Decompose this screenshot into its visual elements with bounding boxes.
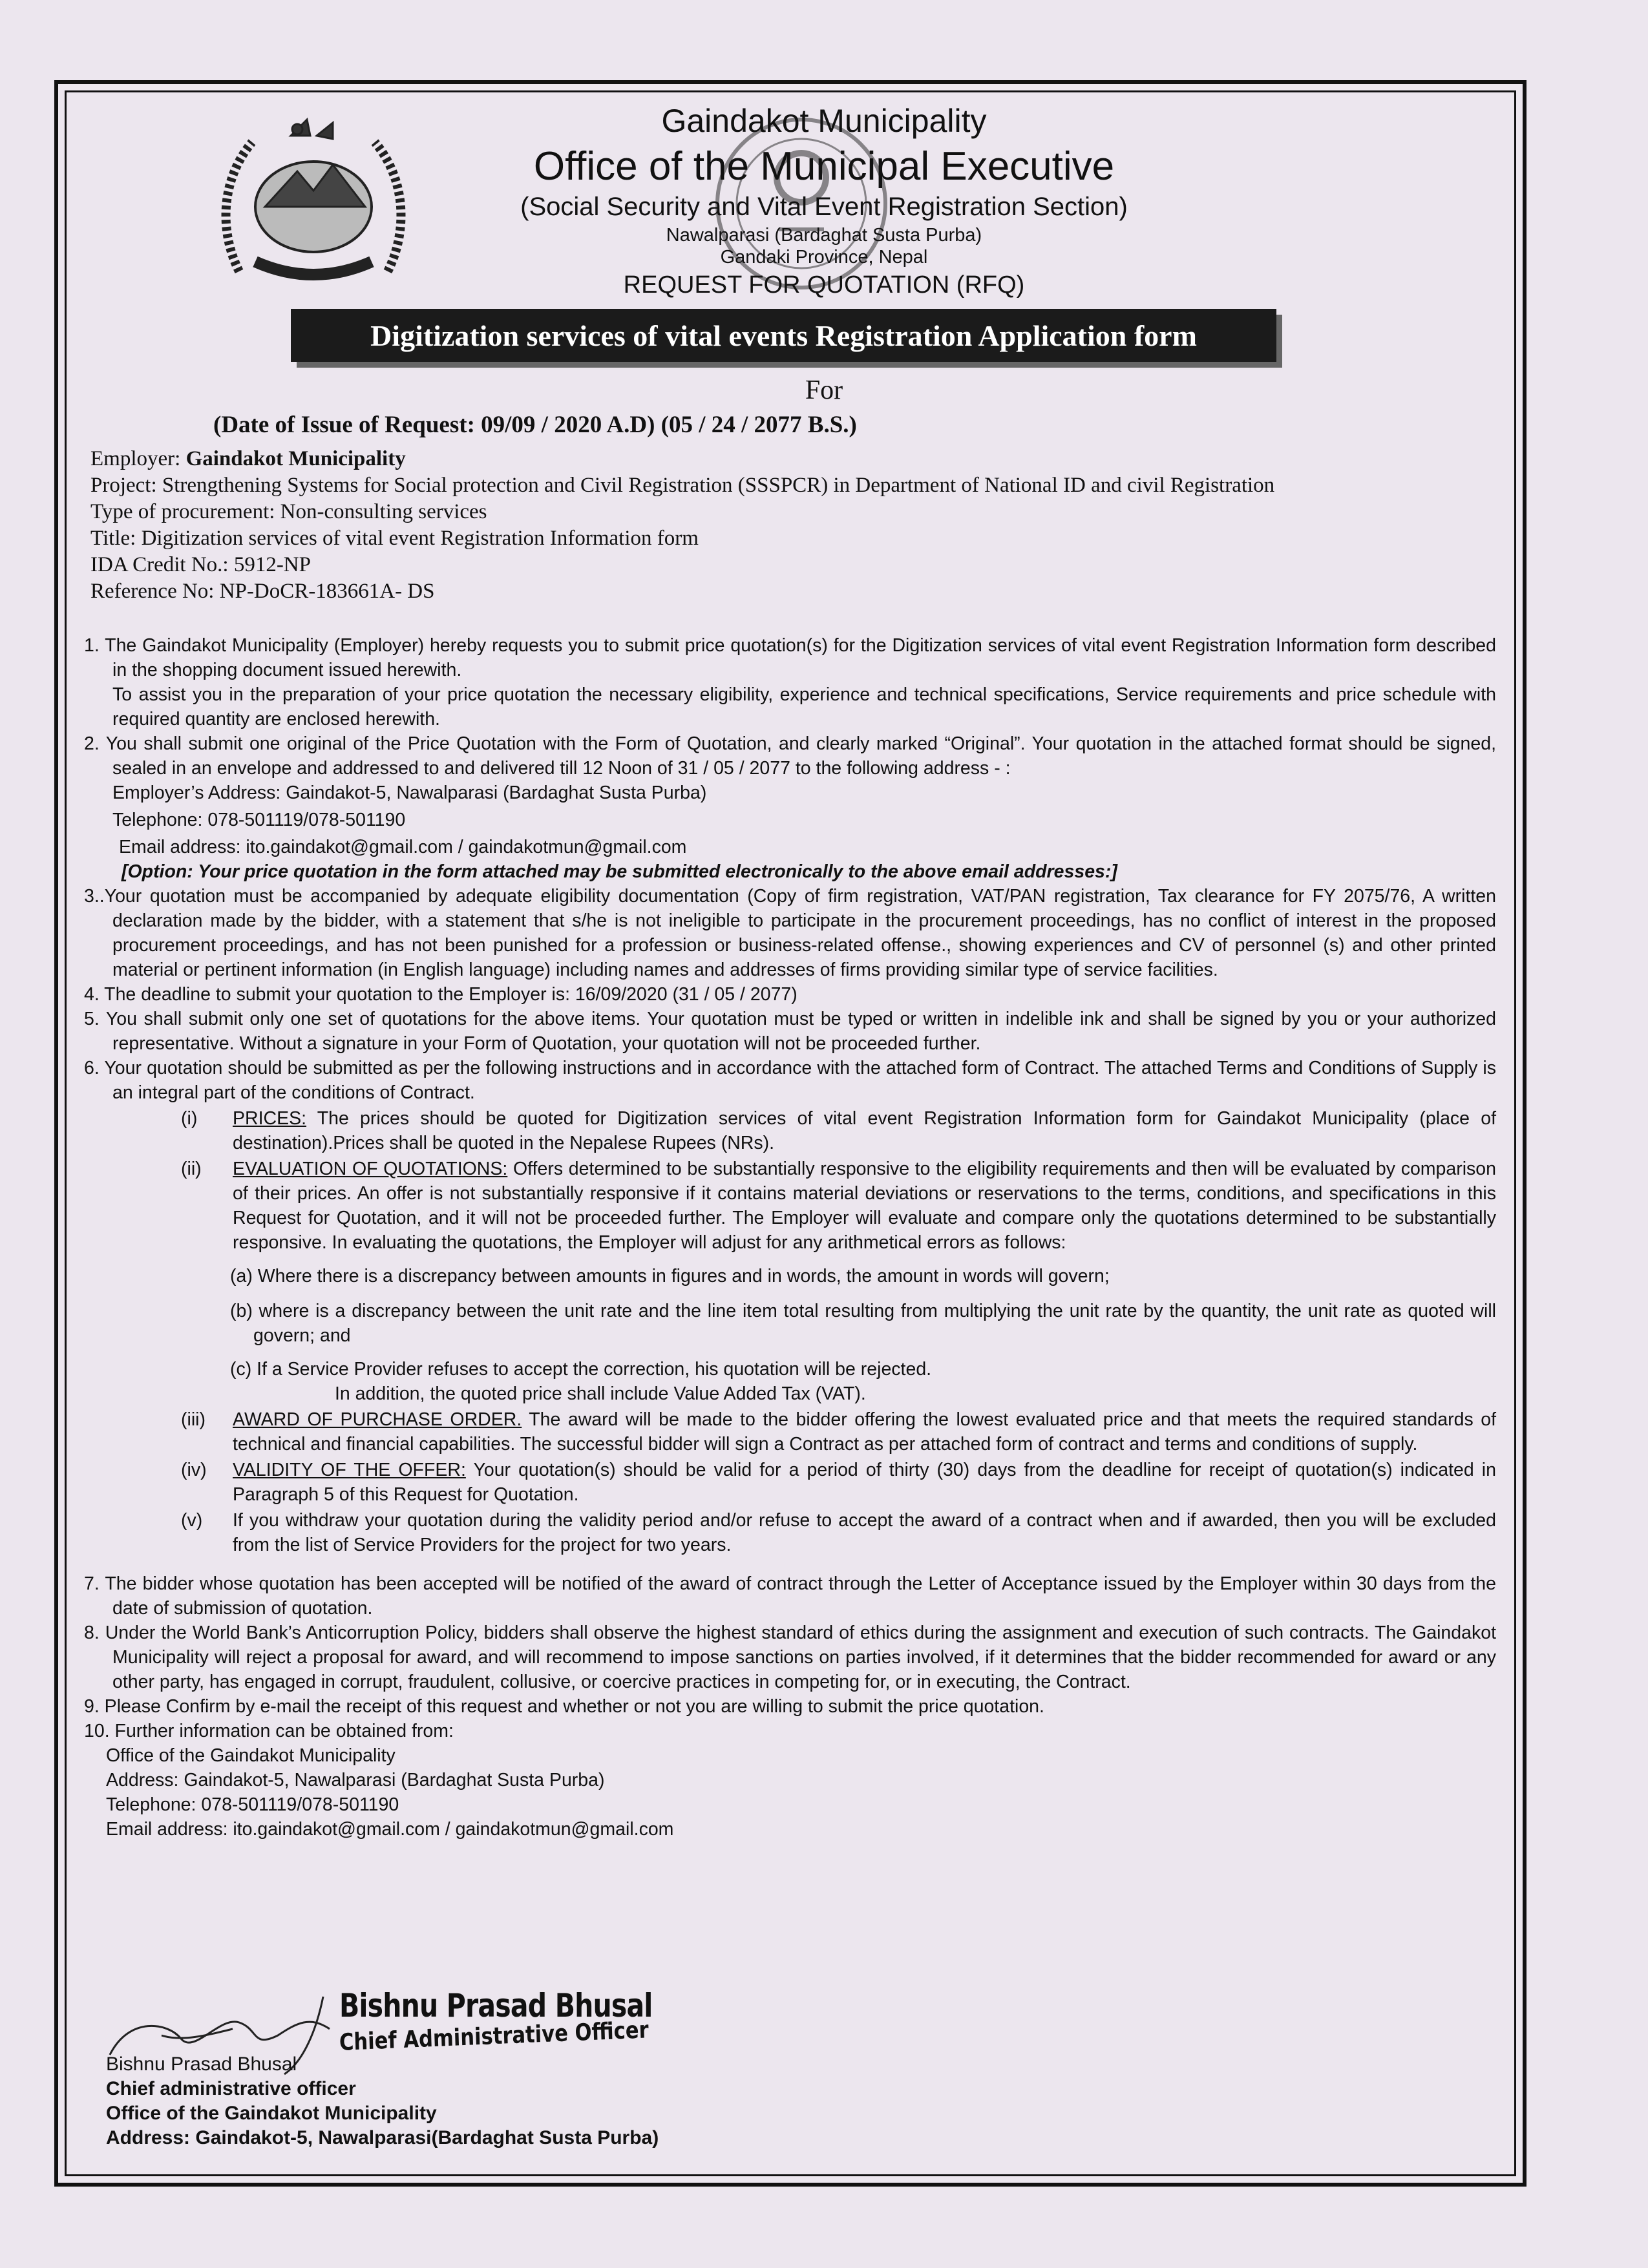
section-name: (Social Security and Vital Event Registration Section) [520, 193, 1128, 221]
evaluation-rule-b: (b) where is a discrepancy between the unit rate and the line item total resulting from multiplying the unit rate by the quantity, the unit rate as quoted will govern; and [230, 1301, 1496, 1346]
clause-text [233, 1106, 1496, 1155]
signatory-name: Bishnu Prasad Bhusal [106, 2053, 297, 2075]
ida-credit-line: IDA Credit No.: 5912-NP [90, 553, 311, 576]
header-address-2: Gandaki Province, Nepal [720, 247, 928, 268]
clause-prices [84, 1106, 1496, 1155]
evaluation-rule-c: (c) If a Service Provider refuses to accept the correction, his quotation will be rejected. [230, 1359, 932, 1380]
signatory-block [106, 2052, 659, 2150]
clause-award [84, 1407, 1496, 1456]
clause-text [233, 1458, 1496, 1507]
item-7: 7. The bidder whose quotation has been accepted will be notified of the award of contract through the Letter of Acceptance issued by the Employer within 30 days from the date of submission of quotation. [84, 1573, 1496, 1619]
contact-address: Address: Gaindakot-5, Nawalparasi (Bardaghat Susta Purba) [106, 1770, 605, 1790]
clause-validity [84, 1458, 1496, 1507]
clause-number: (iv) [181, 1460, 207, 1480]
signatory-title: Chief administrative officer [106, 2078, 356, 2099]
electronic-submission-option: [Option: Your price quotation in the form attached may be submitted electronically to the above email addresses:] [121, 861, 1117, 882]
clause-heading: PRICES: [233, 1108, 307, 1129]
employer-email: Email address: ito.gaindakot@gmail.com / gaindakotmun@gmail.com [119, 837, 687, 857]
rfq-title: REQUEST FOR QUOTATION (RFQ) [623, 271, 1025, 299]
employer-name: Gaindakot Municipality [185, 447, 406, 470]
item-5: 5. You shall submit only one set of quotations for the above items. Your quotation must be typed or written in indelible ink and shall be signed by you or your authorized representative. Without a signature in your Form of Quotation, your quotation will not be proceeded further. [84, 1009, 1496, 1054]
item-10: 10. Further information can be obtained from: [84, 1721, 454, 1741]
procurement-type-line: Type of procurement: Non-consulting services [90, 500, 487, 523]
reference-line: Reference No: NP-DoCR-183661A- DS [90, 580, 435, 603]
item-1: 1. The Gaindakot Municipality (Employer) hereby requests you to submit price quotation(s) for the Digitization services of vital event Registration Information form described in the shopping document issued herewith. [84, 635, 1496, 680]
header-address-1: Nawalparasi (Bardaghat Susta Purba) [666, 225, 982, 246]
item-2: 2. You shall submit one original of the Price Quotation with the Form of Quotation, and clearly marked “Original”. Your quotation in the attached format should be signed, sealed in an envelope and addressed to and delivered till 12 Noon of 31 / 05 / 2077 to the following address - : [84, 733, 1496, 779]
contact-office: Office of the Gaindakot Municipality [106, 1745, 396, 1766]
signatory-address: Address: Gaindakot-5, Nawalparasi(Bardaghat Susta Purba) [106, 2127, 659, 2148]
clause-heading: EVALUATION OF QUOTATIONS: [233, 1159, 508, 1179]
clause-withdrawal [84, 1508, 1496, 1557]
clause-text [233, 1157, 1496, 1255]
clause-number: (v) [181, 1510, 203, 1531]
item-1-assist: To assist you in the preparation of your price quotation the necessary eligibility, experience and technical specifications, Service requirements and price schedule with required quantity are enclosed herewith. [112, 684, 1496, 730]
employer-address: Employer’s Address: Gaindakot-5, Nawalparasi (Bardaghat Susta Purba) [112, 782, 707, 803]
signatory-office: Office of the Gaindakot Municipality [106, 2103, 437, 2124]
item-9: 9. Please Confirm by e-mail the receipt of this request and whether or not you are willing to submit the price quotation. [84, 1696, 1044, 1717]
evaluation-rule-a: (a) Where there is a discrepancy between amounts in figures and in words, the amount in words will govern; [230, 1266, 1110, 1286]
item-6: 6. Your quotation should be submitted as per the following instructions and in accordance with the attached form of Contract. The attached Terms and Conditions of Supply is an integral part of the conditions of Contract. [84, 1058, 1496, 1103]
title-line: Title: Digitization services of vital event Registration Information form [90, 527, 699, 550]
clause-evaluation [84, 1157, 1496, 1255]
clause-body: The prices should be quoted for Digitization services of vital event Registration Information form for Gaindakot Municipality (place of destination).Prices shall be quoted in the Nepalese Rupees (NRs). [233, 1108, 1496, 1153]
clause-heading: AWARD OF PURCHASE ORDER. [233, 1409, 522, 1430]
office-title: Office of the Municipal Executive [533, 144, 1115, 189]
stamp-title: Chief Administrative Officer [339, 2017, 650, 2056]
clause-text [233, 1407, 1496, 1456]
title-banner: Digitization services of vital events Registration Application form [291, 309, 1276, 362]
clause-number: (iii) [181, 1409, 206, 1430]
clause-number: (i) [181, 1108, 198, 1129]
contact-email: Email address: ito.gaindakot@gmail.com / gaindakotmun@gmail.com [106, 1819, 674, 1840]
date-of-issue: (Date of Issue of Request: 09/09 / 2020 A.D) (05 / 24 / 2077 B.S.) [213, 412, 857, 438]
contact-telephone: Telephone: 078-501119/078-501190 [106, 1794, 399, 1815]
clause-body: Your quotation(s) should be valid for a period of thirty (30) days from the deadline for receipt of quotation(s) indicated in Paragraph 5 of this Request for Quotation. [233, 1460, 1496, 1505]
employer-line [90, 446, 1274, 472]
clause-body: Offers determined to be substantially responsive to the eligibility requirements and then will be evaluated by comparison of their prices. An offer is not substantially responsive if it contains material deviations or reservations to the terms, conditions, and specifications in this Request for Quotation, and it will not be proceeded further. The Employer will evaluate and compare only the quotations determined to be substantially responsive. In evaluating the quotations, the Employer will adjust for any arithmetical errors as follows: [233, 1159, 1497, 1253]
employer-label: Employer: [90, 447, 186, 470]
employer-telephone: Telephone: 078-501119/078-501190 [112, 810, 406, 830]
rfq-body [84, 633, 1496, 1842]
signature-name-stamp [339, 1987, 721, 2056]
item-3: 3..Your quotation must be accompanied by adequate eligibility documentation (Copy of firm registration, VAT/PAN registration, Tax clearance for FY 2075/76, A written declaration made by the bidder, with a statement that s/he is not ineligible to participate in the procurement proceedings, has no conflict of interest in the proposed procurement proceedings, and has not been punished for a profession or business-related offense., showing experiences and CV of personnel (s) and other printed material or pertinent information (in English language) including names and addresses of firms providing similar type of service facilities. [84, 886, 1496, 980]
clause-body: The award will be made to the bidder offering the lowest evaluated price and that meets the required standards of technical and financial capabilities. The successful bidder will sign a Contract as per attached form of contract and terms and conditions of supply. [233, 1409, 1496, 1454]
clause-body: If you withdraw your quotation during the validity period and/or refuse to accept the award of a contract when and if awarded, then you will be excluded from the list of Service Providers for the project for two years. [233, 1510, 1496, 1555]
clause-number: (ii) [181, 1159, 202, 1179]
stamp-name: Bishnu Prasad Bhusal [339, 1987, 653, 2024]
org-name: Gaindakot Municipality [661, 103, 987, 139]
procurement-meta [90, 446, 1274, 605]
clause-heading: VALIDITY OF THE OFFER: [233, 1460, 466, 1480]
for-label: For [805, 375, 843, 405]
project-line: Project: Strengthening Systems for Social protection and Civil Registration (SSSPCR) in Department of National ID and civil Registration [90, 474, 1275, 497]
item-4: 4. The deadline to submit your quotation to the Employer is: 16/09/2020 (31 / 05 / 2077) [84, 984, 798, 1005]
vat-note: In addition, the quoted price shall include Value Added Tax (VAT). [335, 1383, 866, 1404]
item-8: 8. Under the World Bank’s Anticorruption Policy, bidders shall observe the highest standard of ethics during the assignment and execution of such contracts. The Gaindakot Municipality will reject a proposal for award, and will recommend to impose sanctions on parties involved, if it determines that the bidder recommended for award or any other party, has engaged in corrupt, fraudulent, collusive, or coercive practices in competing for, or in executing, the Contract. [84, 1622, 1496, 1692]
